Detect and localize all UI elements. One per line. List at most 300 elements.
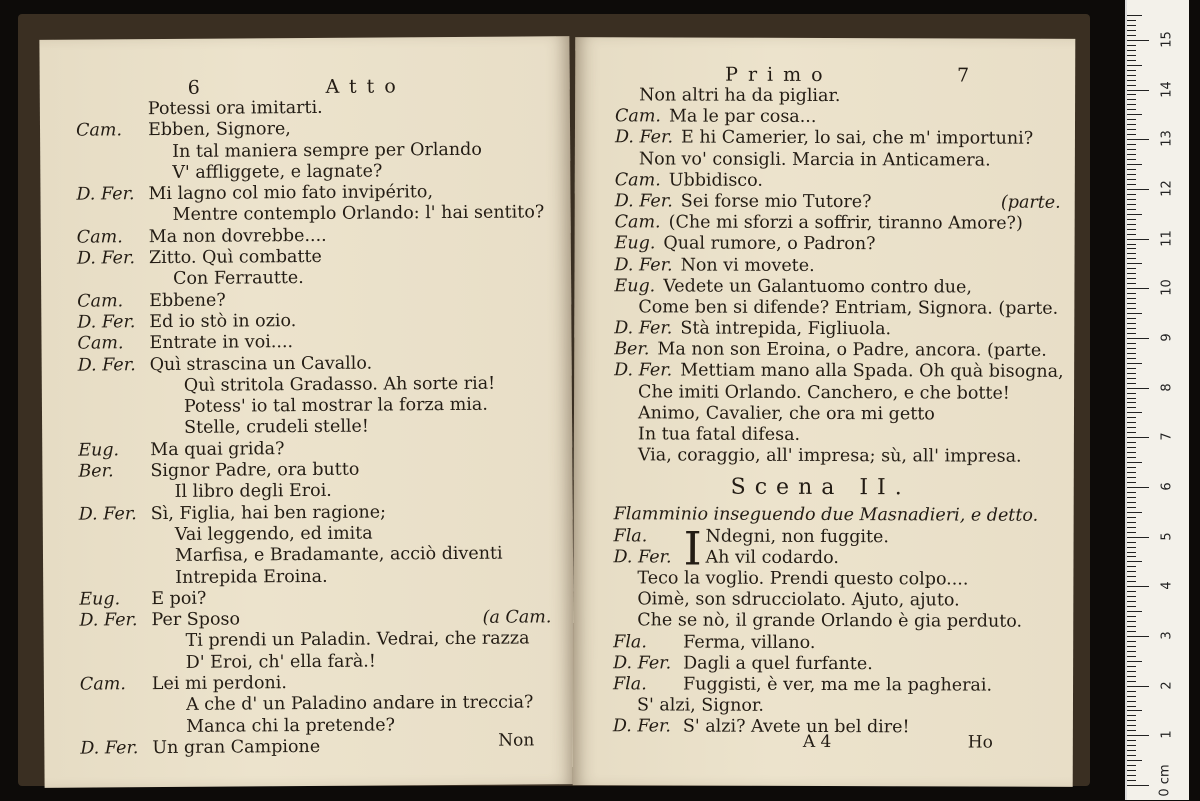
speaker-name: Ber. [78, 461, 114, 482]
text-line [150, 394, 558, 418]
ruler-tick [1127, 666, 1136, 667]
ruler-tick [1127, 80, 1136, 81]
left-page-header [188, 74, 556, 99]
ruler-tick [1127, 765, 1136, 766]
ruler-tick [1127, 119, 1136, 120]
ruler-tick [1127, 194, 1136, 195]
speaker-name: D. Fer. [80, 738, 139, 759]
text-line [615, 128, 1069, 151]
ruler-tick [1127, 571, 1136, 572]
line-text: Intrepida Eroina. [175, 566, 328, 588]
signature-mark: A 4 [802, 731, 832, 753]
text-line [613, 695, 1067, 718]
ruler-tick [1127, 30, 1136, 31]
ruler-tick [1127, 338, 1149, 339]
line-text: Ah vil codardo. [705, 547, 839, 568]
speaker-name: D. Fer. [76, 184, 135, 205]
speaker-name: Cam. [77, 333, 124, 354]
ruler-tick [1127, 109, 1136, 110]
ruler-number: 6 [1159, 482, 1175, 491]
ruler-tick [1127, 402, 1136, 403]
ruler-tick [1127, 661, 1142, 662]
ruler-tick [1127, 15, 1142, 16]
ruler-tick [1127, 94, 1136, 95]
text-line [152, 693, 560, 717]
speaker-name: Fla. [613, 631, 647, 652]
ruler-tick [1127, 353, 1136, 354]
text-line [613, 653, 1067, 676]
ruler-tick [1127, 308, 1136, 309]
ruler-tick [1127, 407, 1136, 408]
ruler-tick [1127, 646, 1136, 647]
line-text: Ebben, Signore, [147, 119, 291, 141]
text-line [614, 361, 1068, 384]
ruler-tick [1127, 706, 1136, 707]
ruler-tick [1127, 547, 1136, 548]
ruler-tick [1127, 283, 1136, 284]
line-text: Che se nò, il grande Orlando è gia perduto. [637, 610, 1023, 633]
ruler-tick [1127, 482, 1136, 483]
ruler-tick [1127, 507, 1136, 508]
measurement-ruler [1125, 0, 1189, 800]
ruler-number: 10 [1159, 279, 1175, 296]
ruler-tick [1127, 656, 1136, 657]
text-line [614, 526, 1068, 549]
ruler-tick [1127, 417, 1136, 418]
line-text: Mi lagno col mio fato invipérito, [148, 182, 434, 205]
stage-note: (parte. [1000, 192, 1061, 213]
ruler-tick [1127, 388, 1149, 389]
line-text: Potess' io tal mostrar la forza mia. [183, 394, 488, 418]
ruler-tick [1127, 313, 1142, 314]
ruler-tick [1127, 626, 1136, 627]
ruler-tick [1127, 552, 1136, 553]
ruler-tick [1127, 75, 1136, 76]
line-text: Non vi movete. [680, 254, 815, 276]
ruler-tick [1127, 735, 1149, 736]
ruler-tick [1127, 725, 1136, 726]
line-text: Per Sposo [151, 609, 241, 631]
ruler-tick [1127, 542, 1136, 543]
ruler-tick [1127, 288, 1149, 289]
ruler-tick [1127, 432, 1136, 433]
line-text: In tua fatal difesa. [637, 424, 801, 445]
text-line [614, 297, 1068, 320]
text-line [615, 106, 1069, 129]
ruler-tick [1127, 70, 1136, 71]
text-line [614, 403, 1068, 426]
ruler-tick [1127, 522, 1136, 523]
speaker-name: D. Fer. [78, 503, 137, 525]
ruler-tick [1127, 134, 1136, 135]
ruler-tick [1127, 686, 1149, 687]
line-text: Fuggisti, è ver, ma me la pagherai. [683, 674, 993, 696]
text-line [615, 149, 1069, 172]
ruler-tick [1127, 358, 1136, 359]
text-line [613, 589, 1067, 612]
line-text: Ferma, villano. [683, 632, 816, 653]
ruler-number: 7 [1159, 432, 1175, 441]
ruler-tick [1127, 556, 1136, 557]
speaker-name: Cam. [79, 674, 126, 695]
text-line [148, 96, 556, 120]
ruler-tick [1127, 527, 1136, 528]
ruler-tick [1127, 393, 1136, 394]
text-line [150, 373, 558, 397]
text-line [151, 543, 559, 567]
ruler-tick [1127, 447, 1136, 448]
text-line [614, 382, 1068, 405]
line-text: Con Ferrautte. [173, 268, 304, 290]
line-text: Mentre contemplo Orlando: l' hai sentito? [172, 202, 545, 226]
speaker-name: Eug. [614, 275, 656, 297]
line-text: Teco la voglio. Prendi questo colpo.... [637, 568, 969, 590]
ruler-tick [1127, 775, 1136, 776]
ruler-tick [1127, 65, 1142, 66]
ruler-tick [1127, 343, 1136, 344]
ruler-tick [1127, 780, 1136, 781]
line-text: S' alzi, Signor. [636, 695, 764, 716]
line-text: Potessi ora imitarti. [147, 97, 323, 120]
drop-cap: I [683, 521, 702, 576]
ruler-tick [1127, 219, 1136, 220]
ruler-tick [1127, 755, 1136, 756]
page-number: 7 [957, 64, 970, 87]
ruler-tick [1127, 35, 1136, 36]
ruler-tick [1127, 363, 1142, 364]
ruler-tick [1127, 696, 1136, 697]
ruler-tick [1127, 422, 1136, 423]
ruler-tick [1127, 104, 1136, 105]
text-line [615, 191, 1069, 214]
text-line [151, 522, 559, 546]
text-line [613, 568, 1067, 591]
line-text: In tal maniera sempre per Orlando [172, 139, 482, 162]
speaker-name: D. Fer. [614, 360, 673, 381]
line-text: Via, coraggio, all' impresa; sù, all' impresa. [637, 445, 1022, 467]
text-line [615, 85, 1069, 108]
stage-direction: Flamminio inseguendo due Masnadieri, e detto. [613, 504, 1039, 527]
ruler-number: 13 [1159, 130, 1175, 147]
speaker-name: D. Fer. [76, 248, 136, 269]
ruler-tick [1127, 159, 1136, 160]
ruler-number: 9 [1159, 333, 1175, 342]
speaker-name: D. Fer. [614, 254, 673, 275]
right-page [573, 37, 1076, 787]
ruler-tick [1127, 730, 1136, 731]
speaker-name: Fla. [613, 674, 647, 695]
ruler-tick [1127, 209, 1136, 210]
line-text: E poi? [151, 588, 207, 609]
ruler-tick [1127, 586, 1149, 587]
line-text: Marfisa, e Bradamante, acciò diventi [174, 543, 503, 567]
ruler-tick [1127, 492, 1136, 493]
left-page-footer [44, 730, 574, 756]
text-line [152, 650, 560, 674]
left-page-text [75, 96, 561, 759]
text-line [614, 255, 1068, 278]
line-text: S' alzi? Avete un bel dire! [682, 716, 910, 738]
speaker-name: D. Fer. [613, 652, 672, 674]
ruler-tick [1127, 487, 1149, 488]
ruler-tick [1127, 139, 1149, 140]
text-line [150, 416, 558, 440]
line-text: Oimè, son sdrucciolato. Ajuto, ajuto. [637, 589, 960, 611]
scene-title: Scena II. [730, 475, 911, 501]
text-line [151, 565, 559, 589]
text-line [149, 203, 557, 227]
line-text: E hi Camerier, lo sai, che m' importuni? [681, 127, 1034, 150]
ruler-tick [1127, 124, 1136, 125]
ruler-tick [1127, 278, 1136, 279]
ruler-number: 5 [1159, 531, 1175, 541]
line-text: Animo, Cavalier, che ora mi getto [637, 403, 935, 425]
ruler-tick [1127, 164, 1142, 165]
ruler-number: 15 [1159, 31, 1175, 48]
speaker-name: D. Fer. [613, 547, 672, 568]
text-line [149, 267, 557, 291]
ruler-tick [1127, 412, 1142, 413]
ruler-tick [1127, 258, 1136, 259]
ruler-tick [1127, 273, 1136, 274]
ruler-tick [1127, 720, 1136, 721]
ruler-number: 14 [1159, 80, 1175, 98]
ruler-tick [1127, 50, 1136, 51]
line-text: Ma le par cosa... [668, 106, 817, 128]
ruler-tick [1127, 641, 1136, 642]
ruler-tick [1127, 129, 1136, 130]
ruler-tick [1127, 576, 1136, 577]
text-line [614, 340, 1068, 363]
ruler-tick [1127, 55, 1136, 56]
ruler-tick [1127, 477, 1136, 478]
ruler-tick [1127, 114, 1142, 115]
ruler-tick [1127, 561, 1142, 562]
speaker-name: D. Fer. [77, 312, 136, 333]
ruler-tick [1127, 348, 1136, 349]
book [18, 14, 1090, 786]
speaker-name: Ber. [614, 339, 650, 360]
right-page-footer [573, 731, 1073, 755]
line-text: Dagli a quel furfante. [683, 653, 873, 674]
ruler-tick [1127, 442, 1136, 443]
ruler-tick [1127, 770, 1136, 771]
ruler-number: 4 [1159, 581, 1175, 590]
ruler-tick [1127, 199, 1136, 200]
line-text: D' Eroi, ch' ella farà.! [185, 651, 376, 673]
ruler-number: 11 [1159, 229, 1175, 247]
text-line [614, 318, 1068, 341]
line-text: Ndegni, non fuggite. [705, 526, 890, 547]
speaker-name: Cam. [77, 290, 124, 312]
line-text: Vai leggendo, ed imita [174, 523, 373, 545]
ruler-tick [1127, 636, 1149, 637]
ruler-tick [1127, 239, 1149, 240]
line-text: Ubbidisco. [668, 170, 763, 191]
ruler-unit-label: 0 cm [1157, 764, 1173, 797]
stage-note: (a Cam. [482, 607, 552, 628]
ruler-tick [1127, 715, 1136, 716]
ruler-tick [1127, 253, 1136, 254]
ruler-tick [1127, 174, 1136, 175]
speaker-name: Cam. [614, 170, 661, 191]
running-head: Atto [325, 75, 406, 98]
ruler-tick [1127, 710, 1142, 711]
text-line [613, 674, 1067, 697]
ruler-tick [1127, 621, 1136, 622]
ruler-tick [1127, 596, 1136, 597]
ruler-tick [1127, 318, 1136, 319]
ruler-tick [1127, 452, 1136, 453]
left-page [39, 36, 574, 788]
speaker-name: D. Fer. [77, 354, 136, 376]
ruler-tick [1127, 373, 1136, 374]
ruler-tick [1127, 60, 1136, 61]
line-text: Sei forse mio Tutore? [680, 191, 872, 213]
ruler-tick [1127, 701, 1136, 702]
right-page-header [615, 63, 1069, 87]
text-line [614, 424, 1068, 447]
line-text: Un gran Campione [152, 736, 321, 758]
speaker-name: D. Fer. [612, 716, 672, 737]
ruler-tick [1127, 671, 1136, 672]
ruler-tick [1127, 184, 1136, 185]
ruler-tick [1127, 298, 1136, 299]
speaker-name: Cam. [614, 212, 661, 233]
ruler-tick [1127, 368, 1136, 369]
line-text: Ed io stò in ozio. [149, 311, 297, 333]
ruler-tick [1127, 591, 1136, 592]
right-page-text [614, 85, 1069, 468]
line-text: Stà intrepida, Figliuola. [680, 318, 892, 340]
line-text: Ma quai grida? [150, 438, 285, 460]
line-text: Non vo' consigli. Marcia in Anticamera. [638, 148, 991, 171]
line-text: Ma non son Eroina, o Padre, ancora. (parte. [657, 339, 1047, 362]
speaker-name: Fla. [613, 525, 648, 546]
ruler-tick [1127, 691, 1136, 692]
speaker-name: D. Fer. [614, 318, 673, 339]
ruler-number: 3 [1159, 631, 1175, 640]
ruler-tick [1127, 248, 1136, 249]
ruler-tick [1127, 328, 1136, 329]
speaker-name: Eug. [78, 440, 120, 461]
text-line [613, 547, 1067, 570]
ruler-tick [1127, 323, 1136, 324]
catchword: Non [498, 730, 535, 751]
ruler-tick [1127, 472, 1136, 473]
ruler-tick [1127, 512, 1142, 513]
line-text: Signor Padre, ora butto [150, 459, 360, 482]
ruler-tick [1127, 90, 1149, 91]
ruler-tick [1127, 85, 1136, 86]
ruler-tick [1127, 398, 1136, 399]
text-line [148, 139, 556, 163]
ruler-tick [1127, 750, 1136, 751]
ruler-tick [1127, 566, 1136, 567]
ruler-tick [1127, 99, 1136, 100]
ruler-number: 8 [1159, 382, 1175, 392]
line-text: Vedete un Galantuomo contro due, [663, 276, 973, 298]
ruler-tick [1127, 467, 1136, 468]
line-text: Sì, Figlia, hai ben ragione; [150, 502, 387, 524]
speaker-name: D. Fer. [614, 191, 673, 212]
line-text: Non altri ha da pigliar. [639, 85, 841, 107]
line-text: Zitto. Quì combatte [148, 246, 322, 269]
ruler-tick [1127, 40, 1149, 41]
ruler-tick [1127, 651, 1136, 652]
text-line [150, 480, 558, 504]
ruler-tick [1127, 383, 1136, 384]
catchword: Ho [967, 732, 993, 753]
line-text: Quì stritola Gradasso. Ah sorte ria! [183, 373, 496, 396]
ruler-tick [1127, 214, 1142, 215]
ruler-tick [1127, 149, 1136, 150]
ruler-tick [1127, 517, 1136, 518]
ruler-tick [1127, 234, 1136, 235]
ruler-tick [1127, 179, 1136, 180]
line-text: Che imiti Orlando. Canchero, e che botte! [638, 381, 1010, 404]
ruler-tick [1127, 45, 1136, 46]
line-text: Stelle, crudeli stelle! [184, 417, 369, 439]
ruler-tick [1127, 457, 1136, 458]
text-line [615, 234, 1069, 257]
ruler-tick [1127, 611, 1142, 612]
line-text: Come ben si difende? Entriam, Signora. (parte. [638, 297, 1059, 319]
line-text: Ma non dovrebbe.... [148, 225, 327, 247]
ruler-tick [1127, 502, 1136, 503]
text-line [614, 276, 1068, 299]
ruler-tick [1127, 437, 1149, 438]
text-line [614, 445, 1068, 468]
ruler-tick [1127, 676, 1136, 677]
text-line [615, 170, 1069, 193]
text-line [152, 629, 560, 653]
ruler-tick [1127, 229, 1136, 230]
text-line [615, 212, 1069, 235]
ruler-tick [1127, 204, 1136, 205]
ruler-tick [1127, 20, 1136, 21]
speaker-name: Eug. [79, 589, 121, 610]
text-line [613, 611, 1067, 634]
ruler-number: 1 [1159, 730, 1175, 739]
ruler-tick [1127, 740, 1136, 741]
ruler-tick [1127, 333, 1136, 334]
line-text: (Che mi sforzi a soffrir, tiranno Amore?) [668, 212, 1023, 234]
speaker-name: Cam. [75, 120, 123, 141]
ruler-tick [1127, 497, 1136, 498]
line-text: Manca chi la pretende? [186, 715, 396, 737]
page-number: 6 [187, 76, 200, 99]
ruler-number: 2 [1159, 681, 1175, 690]
line-text: Qual rumore, o Padron? [663, 233, 876, 255]
line-text: Ebbene? [149, 290, 226, 311]
line-text: Entrate in voi.... [149, 332, 294, 354]
ruler-tick [1127, 263, 1142, 264]
speaker-name: D. Fer. [79, 610, 138, 631]
ruler-tick [1127, 785, 1149, 786]
ruler-tick [1127, 244, 1136, 245]
ruler-tick [1127, 224, 1136, 225]
ruler-tick [1127, 303, 1136, 304]
text-line [148, 160, 556, 184]
ruler-tick [1127, 681, 1136, 682]
ruler-tick [1127, 616, 1136, 617]
speaker-name: Eug. [614, 233, 656, 254]
ruler-tick [1127, 378, 1136, 379]
ruler-tick [1127, 581, 1136, 582]
line-text: Mettiam mano alla Spada. Oh quà bisogna, [680, 360, 1064, 383]
ruler-tick [1127, 293, 1136, 294]
